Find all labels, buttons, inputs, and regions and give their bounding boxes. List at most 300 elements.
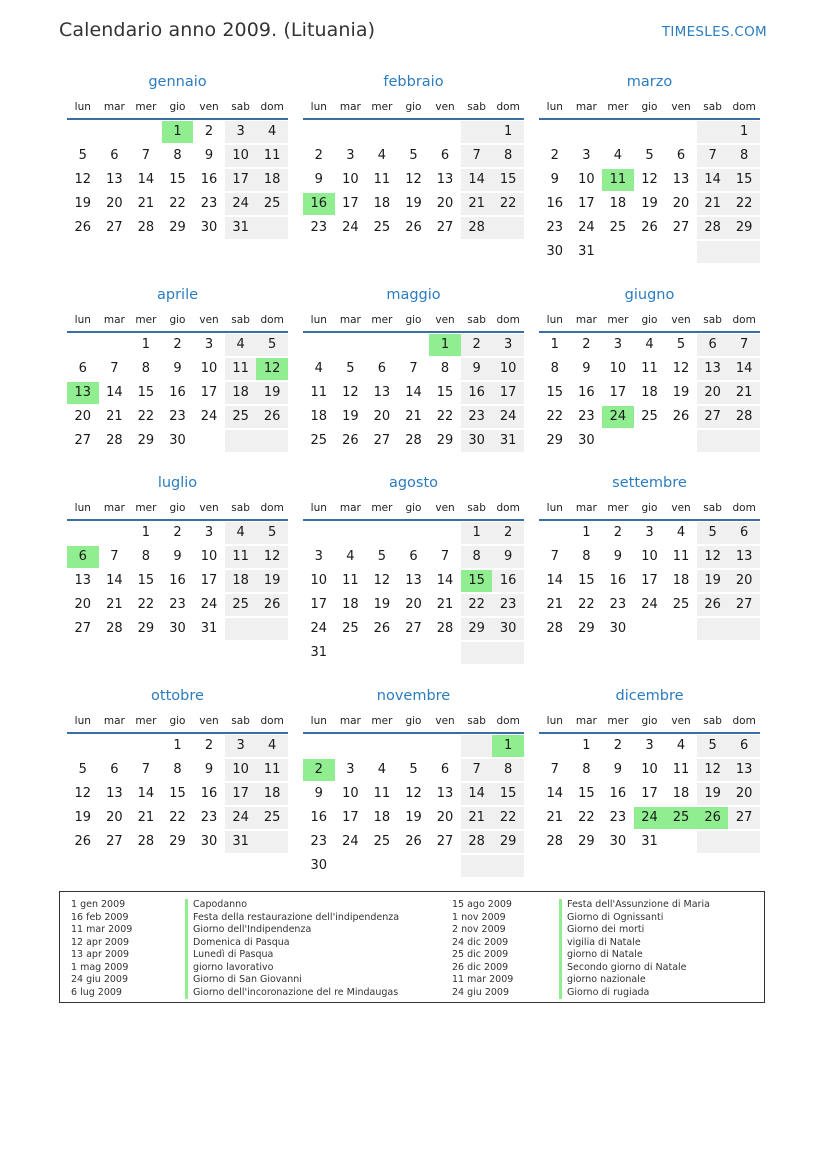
day-cell[interactable]: 16	[546, 196, 564, 211]
day-cell[interactable]: 9	[314, 172, 323, 187]
day-cell[interactable]: 29	[137, 433, 155, 448]
day-cell[interactable]: 22	[578, 810, 595, 825]
day-cell[interactable]: 15	[546, 385, 564, 400]
day-cell[interactable]: 13	[74, 573, 92, 588]
day-cell[interactable]: 28	[461, 831, 493, 853]
day-cell[interactable]: 3	[204, 337, 214, 352]
day-cell[interactable]: 19	[672, 385, 690, 400]
day-cell[interactable]: 23	[310, 220, 328, 235]
day-cell[interactable]: 10	[342, 786, 359, 801]
day-cell[interactable]: 26	[373, 621, 391, 636]
day-cell[interactable]: 19	[256, 570, 288, 592]
day-cell[interactable]: 22	[492, 193, 524, 215]
day-cell[interactable]: 14	[436, 573, 454, 588]
day-cell[interactable]: 7	[461, 759, 493, 781]
day-cell[interactable]: 12	[74, 786, 92, 801]
day-cell[interactable]: 31	[578, 244, 595, 259]
day-cell[interactable]: 5	[256, 334, 288, 356]
day-cell[interactable]: 13	[728, 546, 760, 568]
day-cell[interactable]: 1	[582, 738, 591, 753]
day-cell[interactable]: 1	[582, 525, 591, 540]
day-cell[interactable]: 27	[436, 834, 454, 849]
day-cell[interactable]: 14	[546, 573, 564, 588]
holiday-day-cell[interactable]: 24	[634, 807, 666, 829]
holiday-day-cell[interactable]: 12	[256, 358, 288, 380]
day-cell[interactable]: 2	[173, 337, 182, 352]
day-cell[interactable]: 5	[377, 549, 387, 564]
holiday-day-cell[interactable]: 1	[492, 735, 524, 757]
day-cell[interactable]: 6	[377, 361, 387, 376]
day-cell[interactable]: 8	[728, 145, 760, 167]
day-cell[interactable]: 11	[256, 145, 288, 167]
day-cell[interactable]: 3	[346, 148, 355, 163]
brand-link[interactable]: TIMESLES.COM	[661, 24, 767, 40]
day-cell[interactable]: 4	[613, 148, 623, 163]
day-cell[interactable]: 28	[137, 220, 155, 235]
day-cell[interactable]: 13	[373, 385, 391, 400]
day-cell[interactable]: 15	[169, 172, 186, 187]
day-cell[interactable]: 27	[106, 834, 123, 849]
day-cell[interactable]: 7	[550, 549, 559, 564]
day-cell[interactable]: 15	[436, 385, 454, 400]
day-cell[interactable]: 3	[613, 337, 623, 352]
day-cell[interactable]: 23	[609, 597, 627, 612]
day-cell[interactable]: 28	[106, 621, 123, 636]
day-cell[interactable]: 29	[169, 220, 186, 235]
holiday-day-cell[interactable]: 2	[303, 759, 335, 781]
day-cell[interactable]: 28	[137, 834, 155, 849]
day-cell[interactable]: 14	[106, 385, 123, 400]
day-cell[interactable]: 9	[204, 148, 214, 163]
day-cell[interactable]: 7	[409, 361, 418, 376]
day-cell[interactable]: 24	[225, 807, 257, 829]
day-cell[interactable]: 2	[204, 738, 214, 753]
day-cell[interactable]: 22	[461, 594, 493, 616]
day-cell[interactable]: 2	[550, 148, 559, 163]
day-cell[interactable]: 23	[546, 220, 564, 235]
day-cell[interactable]: 15	[137, 573, 155, 588]
holiday-day-cell[interactable]: 1	[429, 334, 461, 356]
day-cell[interactable]: 21	[137, 196, 155, 211]
day-cell[interactable]: 24	[641, 597, 658, 612]
day-cell[interactable]: 10	[578, 172, 595, 187]
holiday-day-cell[interactable]: 11	[602, 169, 634, 191]
day-cell[interactable]: 26	[641, 220, 658, 235]
day-cell[interactable]: 1	[141, 337, 151, 352]
day-cell[interactable]: 18	[256, 783, 288, 805]
day-cell[interactable]: 3	[204, 525, 214, 540]
day-cell[interactable]: 14	[137, 172, 155, 187]
day-cell[interactable]: 26	[405, 834, 422, 849]
day-cell[interactable]: 17	[641, 786, 658, 801]
day-cell[interactable]: 27	[74, 433, 92, 448]
holiday-day-cell[interactable]: 1	[162, 121, 194, 143]
day-cell[interactable]: 12	[373, 573, 391, 588]
day-cell[interactable]: 28	[697, 217, 729, 239]
day-cell[interactable]: 22	[728, 193, 760, 215]
day-cell[interactable]: 13	[436, 786, 454, 801]
day-cell[interactable]: 25	[256, 807, 288, 829]
day-cell[interactable]: 4	[256, 121, 288, 143]
day-cell[interactable]: 14	[461, 783, 493, 805]
day-cell[interactable]: 9	[492, 546, 524, 568]
day-cell[interactable]: 11	[373, 786, 391, 801]
day-cell[interactable]: 4	[314, 361, 323, 376]
day-cell[interactable]: 13	[436, 172, 454, 187]
day-cell[interactable]: 5	[697, 735, 729, 757]
day-cell[interactable]: 16	[578, 385, 595, 400]
day-cell[interactable]: 28	[436, 621, 454, 636]
day-cell[interactable]: 26	[256, 406, 288, 428]
day-cell[interactable]: 25	[225, 406, 257, 428]
day-cell[interactable]: 13	[405, 573, 422, 588]
day-cell[interactable]: 9	[613, 549, 623, 564]
day-cell[interactable]: 31	[225, 831, 257, 853]
day-cell[interactable]: 13	[106, 786, 123, 801]
day-cell[interactable]: 26	[672, 409, 690, 424]
day-cell[interactable]: 7	[728, 334, 760, 356]
day-cell[interactable]: 26	[342, 433, 359, 448]
day-cell[interactable]: 9	[173, 549, 182, 564]
day-cell[interactable]: 9	[204, 762, 214, 777]
day-cell[interactable]: 23	[609, 810, 627, 825]
day-cell[interactable]: 4	[645, 337, 654, 352]
day-cell[interactable]: 6	[110, 148, 119, 163]
day-cell[interactable]: 20	[106, 196, 123, 211]
day-cell[interactable]: 6	[697, 334, 729, 356]
day-cell[interactable]: 26	[256, 594, 288, 616]
day-cell[interactable]: 20	[728, 570, 760, 592]
day-cell[interactable]: 29	[169, 834, 186, 849]
day-cell[interactable]: 19	[342, 409, 359, 424]
holiday-day-cell[interactable]: 15	[461, 570, 493, 592]
day-cell[interactable]: 9	[550, 172, 559, 187]
day-cell[interactable]: 11	[373, 172, 391, 187]
day-cell[interactable]: 5	[346, 361, 355, 376]
day-cell[interactable]: 5	[256, 522, 288, 544]
day-cell[interactable]: 20	[405, 597, 422, 612]
day-cell[interactable]: 5	[78, 762, 87, 777]
holiday-day-cell[interactable]: 6	[67, 546, 99, 568]
day-cell[interactable]: 10	[200, 361, 218, 376]
day-cell[interactable]: 12	[74, 172, 92, 187]
day-cell[interactable]: 13	[728, 759, 760, 781]
day-cell[interactable]: 9	[461, 358, 493, 380]
day-cell[interactable]: 8	[173, 762, 182, 777]
day-cell[interactable]: 24	[200, 597, 218, 612]
day-cell[interactable]: 28	[728, 406, 760, 428]
day-cell[interactable]: 17	[641, 573, 658, 588]
holiday-day-cell[interactable]: 16	[303, 193, 335, 215]
day-cell[interactable]: 7	[141, 762, 151, 777]
day-cell[interactable]: 26	[74, 834, 92, 849]
day-cell[interactable]: 14	[106, 573, 123, 588]
day-cell[interactable]: 4	[346, 549, 355, 564]
day-cell[interactable]: 16	[492, 570, 524, 592]
day-cell[interactable]: 26	[74, 220, 92, 235]
day-cell[interactable]: 29	[461, 618, 493, 640]
day-cell[interactable]: 17	[200, 385, 218, 400]
day-cell[interactable]: 10	[200, 549, 218, 564]
day-cell[interactable]: 3	[225, 735, 257, 757]
day-cell[interactable]: 30	[578, 433, 595, 448]
day-cell[interactable]: 16	[461, 382, 493, 404]
day-cell[interactable]: 20	[74, 409, 92, 424]
day-cell[interactable]: 8	[440, 361, 450, 376]
day-cell[interactable]: 25	[373, 220, 391, 235]
day-cell[interactable]: 30	[609, 834, 627, 849]
day-cell[interactable]: 8	[492, 145, 524, 167]
day-cell[interactable]: 22	[169, 810, 186, 825]
day-cell[interactable]: 16	[169, 385, 186, 400]
day-cell[interactable]: 12	[697, 546, 729, 568]
day-cell[interactable]: 22	[436, 409, 454, 424]
day-cell[interactable]: 20	[697, 382, 729, 404]
day-cell[interactable]: 25	[256, 193, 288, 215]
day-cell[interactable]: 7	[697, 145, 729, 167]
day-cell[interactable]: 3	[225, 121, 257, 143]
day-cell[interactable]: 23	[200, 810, 218, 825]
day-cell[interactable]: 24	[492, 406, 524, 428]
day-cell[interactable]: 12	[672, 361, 690, 376]
day-cell[interactable]: 7	[110, 361, 119, 376]
day-cell[interactable]: 19	[405, 810, 422, 825]
day-cell[interactable]: 22	[137, 597, 155, 612]
day-cell[interactable]: 1	[141, 525, 151, 540]
day-cell[interactable]: 3	[346, 762, 355, 777]
day-cell[interactable]: 11	[225, 546, 257, 568]
day-cell[interactable]: 10	[492, 358, 524, 380]
day-cell[interactable]: 2	[582, 337, 591, 352]
day-cell[interactable]: 22	[578, 597, 595, 612]
day-cell[interactable]: 30	[492, 618, 524, 640]
day-cell[interactable]: 1	[461, 522, 493, 544]
day-cell[interactable]: 18	[672, 786, 690, 801]
day-cell[interactable]: 4	[676, 525, 686, 540]
day-cell[interactable]: 3	[314, 549, 323, 564]
day-cell[interactable]: 21	[546, 810, 564, 825]
day-cell[interactable]: 17	[342, 196, 359, 211]
day-cell[interactable]: 10	[225, 759, 257, 781]
day-cell[interactable]: 19	[405, 196, 422, 211]
day-cell[interactable]: 6	[78, 361, 87, 376]
day-cell[interactable]: 8	[582, 549, 591, 564]
day-cell[interactable]: 22	[169, 196, 186, 211]
day-cell[interactable]: 24	[342, 220, 359, 235]
day-cell[interactable]: 27	[106, 220, 123, 235]
day-cell[interactable]: 24	[310, 621, 328, 636]
day-cell[interactable]: 11	[310, 385, 328, 400]
day-cell[interactable]: 16	[310, 810, 328, 825]
day-cell[interactable]: 5	[676, 337, 686, 352]
day-cell[interactable]: 20	[672, 196, 690, 211]
day-cell[interactable]: 30	[169, 433, 186, 448]
day-cell[interactable]: 18	[373, 196, 391, 211]
day-cell[interactable]: 14	[546, 786, 564, 801]
day-cell[interactable]: 1	[173, 738, 182, 753]
day-cell[interactable]: 10	[641, 762, 658, 777]
day-cell[interactable]: 4	[225, 334, 257, 356]
day-cell[interactable]: 2	[492, 522, 524, 544]
day-cell[interactable]: 25	[609, 220, 627, 235]
day-cell[interactable]: 21	[106, 409, 123, 424]
holiday-day-cell[interactable]: 25	[665, 807, 697, 829]
day-cell[interactable]: 23	[578, 409, 595, 424]
day-cell[interactable]: 21	[461, 193, 493, 215]
day-cell[interactable]: 11	[672, 762, 690, 777]
day-cell[interactable]: 25	[310, 433, 328, 448]
day-cell[interactable]: 30	[609, 621, 627, 636]
day-cell[interactable]: 4	[225, 522, 257, 544]
day-cell[interactable]: 18	[672, 573, 690, 588]
day-cell[interactable]: 31	[310, 645, 328, 660]
day-cell[interactable]: 21	[461, 807, 493, 829]
day-cell[interactable]: 7	[110, 549, 119, 564]
day-cell[interactable]: 26	[697, 594, 729, 616]
day-cell[interactable]: 4	[256, 735, 288, 757]
day-cell[interactable]: 15	[578, 786, 595, 801]
day-cell[interactable]: 7	[550, 762, 559, 777]
day-cell[interactable]: 1	[550, 337, 559, 352]
day-cell[interactable]: 5	[409, 762, 418, 777]
day-cell[interactable]: 12	[342, 385, 359, 400]
day-cell[interactable]: 14	[728, 358, 760, 380]
day-cell[interactable]: 2	[173, 525, 182, 540]
day-cell[interactable]: 29	[137, 621, 155, 636]
holiday-day-cell[interactable]: 24	[602, 406, 634, 428]
day-cell[interactable]: 2	[461, 334, 493, 356]
day-cell[interactable]: 25	[225, 594, 257, 616]
day-cell[interactable]: 14	[697, 169, 729, 191]
day-cell[interactable]: 14	[137, 786, 155, 801]
day-cell[interactable]: 28	[546, 621, 564, 636]
day-cell[interactable]: 15	[578, 573, 595, 588]
day-cell[interactable]: 29	[492, 831, 524, 853]
day-cell[interactable]: 6	[110, 762, 119, 777]
day-cell[interactable]: 8	[582, 762, 591, 777]
day-cell[interactable]: 12	[405, 786, 422, 801]
day-cell[interactable]: 29	[436, 433, 454, 448]
day-cell[interactable]: 13	[672, 172, 690, 187]
day-cell[interactable]: 9	[173, 361, 182, 376]
day-cell[interactable]: 12	[697, 759, 729, 781]
day-cell[interactable]: 5	[409, 148, 418, 163]
day-cell[interactable]: 27	[74, 621, 92, 636]
day-cell[interactable]: 12	[405, 172, 422, 187]
day-cell[interactable]: 6	[676, 148, 686, 163]
day-cell[interactable]: 23	[200, 196, 218, 211]
day-cell[interactable]: 7	[461, 145, 493, 167]
day-cell[interactable]: 3	[582, 148, 591, 163]
day-cell[interactable]: 28	[546, 834, 564, 849]
day-cell[interactable]: 21	[436, 597, 454, 612]
day-cell[interactable]: 16	[609, 573, 627, 588]
day-cell[interactable]: 31	[641, 834, 658, 849]
day-cell[interactable]: 22	[492, 807, 524, 829]
day-cell[interactable]: 29	[728, 217, 760, 239]
day-cell[interactable]: 8	[173, 148, 182, 163]
day-cell[interactable]: 31	[225, 217, 257, 239]
day-cell[interactable]: 17	[578, 196, 595, 211]
day-cell[interactable]: 26	[405, 220, 422, 235]
day-cell[interactable]: 30	[200, 834, 218, 849]
day-cell[interactable]: 15	[492, 169, 524, 191]
day-cell[interactable]: 10	[225, 145, 257, 167]
day-cell[interactable]: 12	[641, 172, 658, 187]
day-cell[interactable]: 6	[409, 549, 418, 564]
day-cell[interactable]: 4	[676, 738, 686, 753]
day-cell[interactable]: 22	[137, 409, 155, 424]
day-cell[interactable]: 23	[169, 409, 186, 424]
day-cell[interactable]: 5	[645, 148, 654, 163]
day-cell[interactable]: 9	[582, 361, 591, 376]
day-cell[interactable]: 16	[609, 786, 627, 801]
day-cell[interactable]: 18	[256, 169, 288, 191]
day-cell[interactable]: 29	[578, 621, 595, 636]
day-cell[interactable]: 24	[225, 193, 257, 215]
day-cell[interactable]: 10	[342, 172, 359, 187]
day-cell[interactable]: 14	[461, 169, 493, 191]
day-cell[interactable]: 27	[728, 594, 760, 616]
day-cell[interactable]: 8	[461, 546, 493, 568]
day-cell[interactable]: 29	[546, 433, 564, 448]
day-cell[interactable]: 18	[225, 570, 257, 592]
day-cell[interactable]: 7	[440, 549, 450, 564]
day-cell[interactable]: 28	[461, 217, 493, 239]
day-cell[interactable]: 29	[578, 834, 595, 849]
day-cell[interactable]: 13	[106, 172, 123, 187]
day-cell[interactable]: 12	[256, 546, 288, 568]
day-cell[interactable]: 3	[645, 738, 654, 753]
day-cell[interactable]: 30	[200, 220, 218, 235]
holiday-day-cell[interactable]: 13	[67, 382, 99, 404]
day-cell[interactable]: 31	[492, 430, 524, 452]
day-cell[interactable]: 18	[342, 597, 359, 612]
day-cell[interactable]: 7	[141, 148, 151, 163]
day-cell[interactable]: 20	[106, 810, 123, 825]
day-cell[interactable]: 19	[697, 570, 729, 592]
day-cell[interactable]: 4	[377, 148, 387, 163]
day-cell[interactable]: 20	[74, 597, 92, 612]
day-cell[interactable]: 19	[74, 810, 92, 825]
day-cell[interactable]: 21	[137, 810, 155, 825]
day-cell[interactable]: 15	[137, 385, 155, 400]
day-cell[interactable]: 27	[405, 621, 422, 636]
day-cell[interactable]: 27	[373, 433, 391, 448]
day-cell[interactable]: 24	[578, 220, 595, 235]
day-cell[interactable]: 17	[225, 169, 257, 191]
day-cell[interactable]: 31	[200, 621, 218, 636]
day-cell[interactable]: 9	[314, 786, 323, 801]
day-cell[interactable]: 15	[169, 786, 186, 801]
day-cell[interactable]: 23	[310, 834, 328, 849]
day-cell[interactable]: 25	[641, 409, 658, 424]
day-cell[interactable]: 19	[373, 597, 391, 612]
day-cell[interactable]: 27	[728, 807, 760, 829]
day-cell[interactable]: 20	[436, 810, 454, 825]
day-cell[interactable]: 18	[609, 196, 627, 211]
day-cell[interactable]: 1	[728, 121, 760, 143]
holiday-day-cell[interactable]: 26	[697, 807, 729, 829]
day-cell[interactable]: 10	[609, 361, 627, 376]
day-cell[interactable]: 27	[672, 220, 690, 235]
day-cell[interactable]: 24	[342, 834, 359, 849]
day-cell[interactable]: 8	[141, 361, 151, 376]
day-cell[interactable]: 3	[645, 525, 654, 540]
day-cell[interactable]: 20	[728, 783, 760, 805]
day-cell[interactable]: 25	[342, 621, 359, 636]
day-cell[interactable]: 23	[169, 597, 186, 612]
